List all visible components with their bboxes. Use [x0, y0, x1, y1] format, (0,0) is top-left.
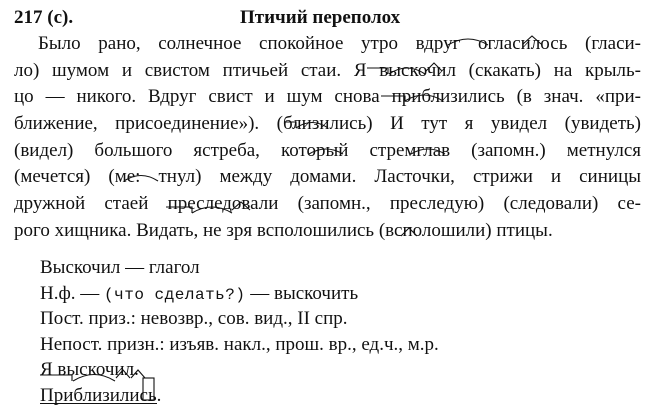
text-line: цо — никого. Вдруг свист и шум снова приблизились (в знач. «при-: [14, 84, 641, 111]
analysis-text: — выскочить: [245, 283, 358, 304]
exercise-number: 217 (с).: [14, 6, 73, 30]
analysis-question: (что сделать?): [104, 286, 245, 304]
analysis-line: Непост. призн.: изъяв. накл., прош. вр., ед.ч., м.р.: [40, 332, 439, 358]
analysis-text: Н.ф. —: [40, 283, 104, 304]
analysis-line: [40, 383, 439, 408]
exercise-header: [14, 6, 639, 30]
exercise-title: Птичий переполох: [240, 6, 400, 30]
text-line: Было рано, солнечное спокойное утро вдруг огласилось (гласи-: [14, 31, 641, 58]
analysis-text: .: [157, 385, 162, 406]
analysis-line: Я выскочил.: [40, 357, 439, 383]
parsed-word: Приблизились: [40, 385, 157, 406]
text-line: ло) шумом и свистом птичьей стаи. Я выскочил (скакать) на крыль-: [14, 58, 641, 85]
analysis-line: Пост. приз.: невозвр., сов. вид., II спр.: [40, 306, 439, 332]
text-line: (мечется) (ме: тнул) между домами. Ласточки, стрижи и синицы: [14, 164, 641, 191]
analysis-line: [40, 281, 439, 307]
text-line: рого хищника. Видать, не зря всполошились (всполошили) птицы.: [14, 218, 641, 245]
analysis-line: Выскочил — глагол: [40, 255, 439, 281]
text-line: дружной стаей преследовали (запомн., преследую) (следовали) се-: [14, 191, 641, 218]
morphological-analysis: [40, 255, 439, 408]
exercise-text: [14, 31, 641, 245]
text-line: ближение, присоединение»). (близились) И тут я увидел (увидеть): [14, 111, 641, 138]
text-line: (видел) большого ястреба, который стремглав (запомн.) метнулся: [14, 138, 641, 165]
